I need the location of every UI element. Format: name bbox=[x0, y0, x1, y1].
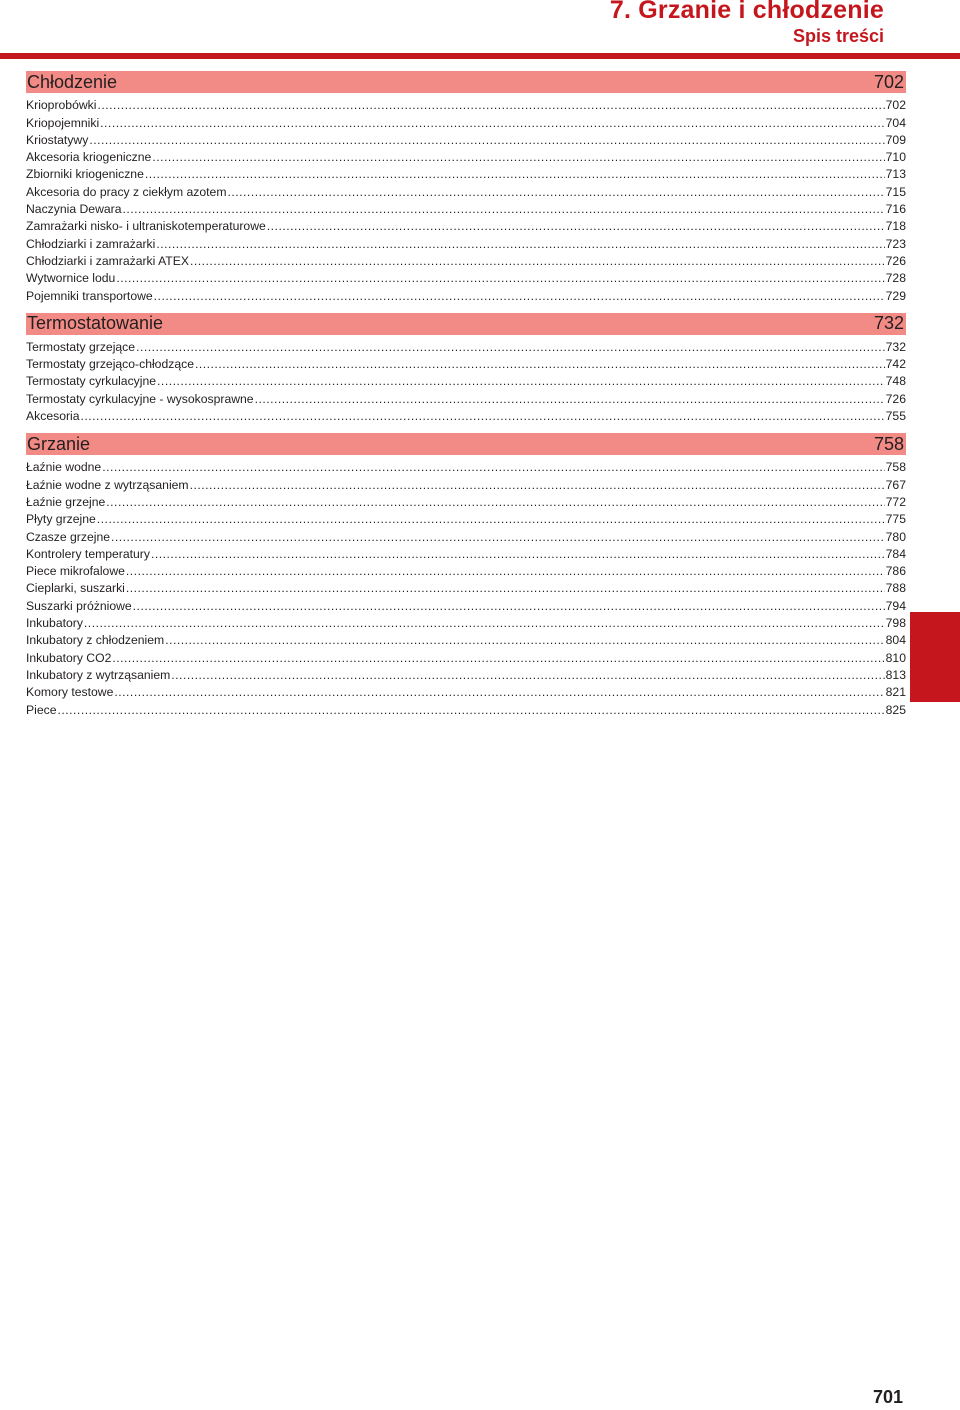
dot-leader bbox=[126, 580, 885, 597]
section-header[interactable] bbox=[26, 71, 906, 93]
section-page: 732 bbox=[873, 313, 904, 334]
entry-page: 772 bbox=[885, 494, 906, 509]
dot-leader bbox=[114, 684, 884, 701]
toc-entry[interactable] bbox=[26, 511, 906, 528]
entry-page: 704 bbox=[885, 115, 906, 130]
toc-entry[interactable] bbox=[26, 476, 906, 493]
dot-leader bbox=[195, 356, 885, 373]
header-rule bbox=[0, 53, 960, 59]
dot-leader bbox=[123, 201, 885, 218]
entry-page: 726 bbox=[885, 253, 906, 268]
dot-leader bbox=[58, 702, 885, 719]
section-entries bbox=[26, 339, 906, 425]
chapter-subtitle: Spis treści bbox=[792, 26, 884, 46]
toc-entry[interactable] bbox=[26, 649, 906, 666]
toc-entry[interactable] bbox=[26, 408, 906, 425]
entry-label: Łaźnie wodne z wytrząsaniem bbox=[26, 477, 189, 492]
entry-page: 755 bbox=[885, 409, 906, 424]
dot-leader bbox=[112, 650, 884, 667]
entry-page: 748 bbox=[885, 374, 906, 389]
dot-leader bbox=[111, 529, 885, 546]
dot-leader bbox=[151, 546, 885, 563]
entry-page: 784 bbox=[885, 546, 906, 561]
entry-page: 810 bbox=[885, 650, 906, 665]
entry-label: Termostaty cyrkulacyjne - wysokosprawne bbox=[26, 391, 254, 406]
dot-leader bbox=[228, 184, 885, 201]
entry-page: 710 bbox=[885, 150, 906, 165]
entry-page: 732 bbox=[885, 339, 906, 354]
toc-entry[interactable] bbox=[26, 667, 906, 684]
section-header[interactable] bbox=[26, 313, 906, 335]
entry-label: Naczynia Dewara bbox=[26, 202, 122, 217]
entry-label: Krioprobówki bbox=[26, 98, 97, 113]
entry-page: 723 bbox=[885, 236, 906, 251]
toc-entry[interactable] bbox=[26, 253, 906, 270]
entry-page: 813 bbox=[885, 667, 906, 682]
side-tab-marker bbox=[910, 612, 960, 702]
dot-leader bbox=[126, 563, 885, 580]
section-page: 758 bbox=[873, 433, 904, 454]
toc-entry[interactable] bbox=[26, 339, 906, 356]
entry-page: 718 bbox=[885, 219, 906, 234]
entry-label: Inkubatory z wytrząsaniem bbox=[26, 667, 171, 682]
dot-leader bbox=[156, 236, 884, 253]
dot-leader bbox=[154, 288, 885, 305]
toc-entry[interactable] bbox=[26, 149, 906, 166]
toc-entry[interactable] bbox=[26, 597, 906, 614]
section-title: Chłodzenie bbox=[27, 71, 118, 92]
dot-leader bbox=[267, 218, 885, 235]
entry-label: Kriostatywy bbox=[26, 132, 89, 147]
entry-label: Komory testowe bbox=[26, 685, 114, 700]
entry-page: 804 bbox=[885, 633, 906, 648]
dot-leader bbox=[97, 97, 884, 114]
entry-label: Wytwornice lodu bbox=[26, 271, 116, 286]
toc-entry[interactable] bbox=[26, 632, 906, 649]
entry-label: Łaźnie wodne bbox=[26, 460, 102, 475]
entry-page: 775 bbox=[885, 512, 906, 527]
entry-page: 713 bbox=[885, 167, 906, 182]
dot-leader bbox=[133, 598, 885, 615]
toc-entry[interactable] bbox=[26, 580, 906, 597]
toc-entry[interactable] bbox=[26, 132, 906, 149]
entry-label: Inkubatory z chłodzeniem bbox=[26, 633, 165, 648]
toc-entry[interactable] bbox=[26, 684, 906, 701]
dot-leader bbox=[106, 494, 884, 511]
toc-entry[interactable] bbox=[26, 218, 906, 235]
dot-leader bbox=[145, 166, 885, 183]
toc-entry[interactable] bbox=[26, 373, 906, 390]
entry-label: Termostaty cyrkulacyjne bbox=[26, 374, 157, 389]
entry-label: Inkubatory CO2 bbox=[26, 650, 112, 665]
dot-leader bbox=[171, 667, 884, 684]
entry-label: Zamrażarki nisko- i ultraniskotemperaturowe bbox=[26, 219, 266, 234]
section-title: Termostatowanie bbox=[27, 313, 164, 334]
entry-label: Termostaty grzejące bbox=[26, 339, 136, 354]
dot-leader bbox=[165, 632, 884, 649]
dot-leader bbox=[157, 373, 885, 390]
entry-label: Termostaty grzejąco-chłodzące bbox=[26, 357, 194, 372]
dot-leader bbox=[136, 339, 885, 356]
toc-entry[interactable] bbox=[26, 563, 906, 580]
toc-entry[interactable] bbox=[26, 201, 906, 218]
table-of-contents bbox=[26, 71, 906, 727]
entry-label: Akcesoria do pracy z ciekłym azotem bbox=[26, 184, 227, 199]
entry-label: Suszarki próżniowe bbox=[26, 598, 132, 613]
dot-leader bbox=[84, 615, 885, 632]
entry-page: 786 bbox=[885, 564, 906, 579]
chapter-title: 7. Grzanie i chłodzenie bbox=[609, 0, 884, 24]
section-entries bbox=[26, 97, 906, 305]
dot-leader bbox=[190, 253, 885, 270]
entry-label: Pojemniki transportowe bbox=[26, 288, 153, 303]
entry-label: Piece bbox=[26, 702, 57, 717]
toc-entry[interactable] bbox=[26, 287, 906, 304]
dot-leader bbox=[190, 477, 885, 494]
dot-leader bbox=[255, 391, 885, 408]
toc-entry[interactable] bbox=[26, 390, 906, 407]
toc-entry[interactable] bbox=[26, 166, 906, 183]
entry-label: Piece mikrofalowe bbox=[26, 564, 125, 579]
entry-page: 825 bbox=[885, 702, 906, 717]
entry-page: 726 bbox=[885, 391, 906, 406]
entry-label: Chłodziarki i zamrażarki ATEX bbox=[26, 253, 189, 268]
entry-label: Zbiorniki kriogeniczne bbox=[26, 167, 144, 182]
entry-label: Akcesoria bbox=[26, 409, 80, 424]
entry-label: Cieplarki, suszarki bbox=[26, 581, 125, 596]
dot-leader bbox=[97, 511, 885, 528]
entry-page: 758 bbox=[885, 460, 906, 475]
toc-entry[interactable] bbox=[26, 459, 906, 476]
entry-label: Kriopojemniki bbox=[26, 115, 100, 130]
entry-page: 716 bbox=[885, 202, 906, 217]
toc-entry[interactable] bbox=[26, 114, 906, 131]
dot-leader bbox=[116, 270, 884, 287]
toc-entry[interactable] bbox=[26, 701, 906, 718]
dot-leader bbox=[152, 149, 884, 166]
entry-page: 780 bbox=[885, 529, 906, 544]
entry-page: 715 bbox=[885, 184, 906, 199]
dot-leader bbox=[89, 132, 884, 149]
page-number: 701 bbox=[872, 1387, 903, 1407]
toc-entry[interactable] bbox=[26, 546, 906, 563]
dot-leader bbox=[100, 115, 885, 132]
toc-entry[interactable] bbox=[26, 97, 906, 114]
entry-page: 729 bbox=[885, 288, 906, 303]
entry-label: Łaźnie grzejne bbox=[26, 494, 106, 509]
toc-entry[interactable] bbox=[26, 356, 906, 373]
entry-label: Płyty grzejne bbox=[26, 512, 96, 527]
section-page: 702 bbox=[873, 71, 904, 92]
entry-page: 742 bbox=[885, 357, 906, 372]
entry-label: Kontrolery temperatury bbox=[26, 546, 150, 561]
entry-page: 728 bbox=[885, 271, 906, 286]
entry-label: Chłodziarki i zamrażarki bbox=[26, 236, 156, 251]
entry-page: 798 bbox=[885, 616, 906, 631]
toc-entry[interactable] bbox=[26, 183, 906, 200]
entry-label: Czasze grzejne bbox=[26, 529, 110, 544]
entry-page: 767 bbox=[885, 477, 906, 492]
section-header[interactable] bbox=[26, 433, 906, 455]
entry-page: 821 bbox=[885, 685, 906, 700]
toc-entry[interactable] bbox=[26, 528, 906, 545]
entry-page: 788 bbox=[885, 581, 906, 596]
toc-entry[interactable] bbox=[26, 615, 906, 632]
dot-leader bbox=[81, 408, 885, 425]
section-title: Grzanie bbox=[27, 433, 91, 454]
toc-entry[interactable] bbox=[26, 270, 906, 287]
entry-page: 702 bbox=[885, 98, 906, 113]
section-entries bbox=[26, 459, 906, 718]
entry-page: 794 bbox=[885, 598, 906, 613]
entry-page: 709 bbox=[885, 132, 906, 147]
dot-leader bbox=[102, 459, 884, 476]
toc-entry[interactable] bbox=[26, 494, 906, 511]
entry-label: Inkubatory bbox=[26, 616, 83, 631]
entry-label: Akcesoria kriogeniczne bbox=[26, 150, 152, 165]
toc-entry[interactable] bbox=[26, 235, 906, 252]
